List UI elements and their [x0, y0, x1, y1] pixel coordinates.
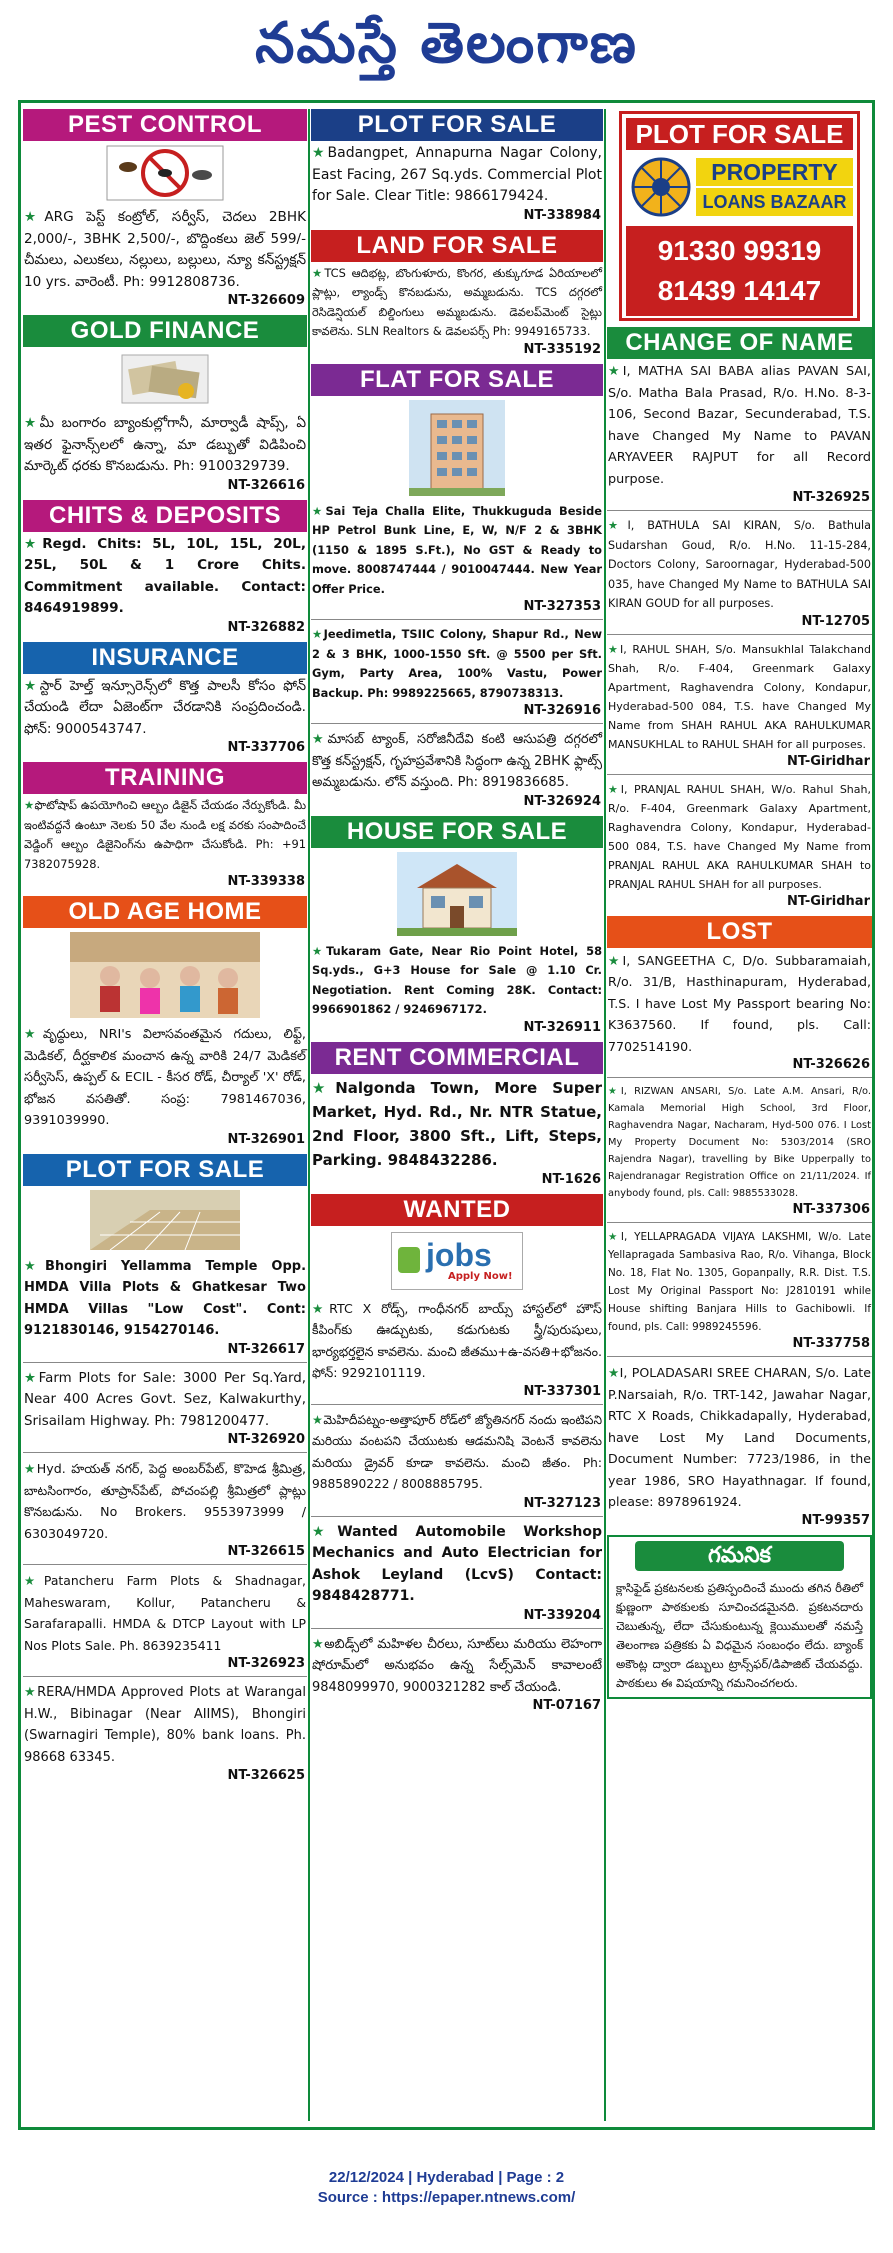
- flat-ad: ★Jeedimetla, TSIIC Colony, Shapur Rd., New 2 & 3 BHK, 1000-1550 Sft. @ 5500 per Sft. Gym, Party Area, 100% Vastu, Power Backup. Ph: 9989225665, 8790738313.: [312, 627, 602, 700]
- star-icon: ★: [312, 627, 324, 641]
- star-icon: ★: [24, 798, 35, 812]
- ad-code: NT-Giridhar: [787, 893, 870, 909]
- ad-code: NT-326916: [523, 703, 601, 718]
- plot-layout-illustration: [90, 1190, 240, 1250]
- pest-control-illustration: [106, 145, 224, 201]
- pest-control-ad: ★ARG పెస్ట్ కంట్రోల్, సర్వీస్, చెదలు 2BHK 2,000/-, 3BHK 2,500/-, బొద్దింకలు జెల్ 599/- చీమలు, ఎలుకలు, నల్లులు, బల్లులు, న్యూ కన్‌స్ట్రక్షన్ 10 yrs. వారెంటీ. Ph: 9912808736.: [24, 209, 307, 290]
- classifieds-page: [18, 100, 875, 2130]
- ad-separator: [607, 634, 872, 635]
- ad-code: NT-326920: [227, 1432, 305, 1447]
- lost-ad: ★I, YELLAPRAGADA VIJAYA LAKSHMI, W/o. Late Yellapragada Sambasiva Rao, R/o. Vihanga, Block No. 18, Flat No. 1305, Gopanpally, R.R. Dist. T.S. Lost My Original Passport No: J2810191 while House shifting Banjara Hills to Gachibowli. If found, pls. Call: 9989245596.: [608, 1231, 871, 1333]
- section-heading-change-of-name: CHANGE OF NAME: [607, 327, 872, 359]
- ad-code: NT-07167: [532, 1698, 601, 1713]
- star-icon: ★: [24, 415, 40, 431]
- star-icon: ★: [312, 1523, 338, 1540]
- section-heading-gold-finance: GOLD FINANCE: [23, 315, 307, 347]
- star-icon: ★: [608, 519, 628, 532]
- star-icon: ★: [608, 952, 623, 968]
- ad-code: NT-326615: [227, 1544, 305, 1559]
- star-icon: ★: [312, 265, 325, 280]
- star-icon: ★: [608, 1086, 621, 1097]
- old-age-home-ad: ★వృద్ధులు, NRI's విలాసవంతమైన గదులు, లిఫ్ట్, మెడికల్, దీర్ఘకాలిక మంచాన ఉన్న వారికి 24/7 మెడికల్ సర్వీసెస్, ఉప్పల్ & ECIL - కీసర రోడ్, చీర్యాల్ 'X' రోడ్, భోజన వసతితో. సంప్ర: 7981467036, 9391039990.: [24, 1027, 306, 1128]
- property-banner-ad: PLOT FOR SALE PROPERTY LOANS BAZAAR 91330 99319 81439 14147: [619, 111, 860, 321]
- ad-code: NT-338984: [523, 207, 601, 223]
- banner-phone: 91330 99319: [657, 235, 822, 266]
- plot-ad: ★Badangpet, Annapurna Nagar Colony, East Facing, 267 Sq.yds. Commercial Plot for Sale. Clear Title: 9866179424.: [312, 145, 602, 204]
- ad-code: NT-337301: [523, 1383, 601, 1399]
- section-heading-house-for-sale: HOUSE FOR SALE: [311, 816, 603, 848]
- wanted-ad: ★అబిడ్స్‌లో మహిళల చీరలు, సూట్‌లు మరియు లెహంగా షోరూమ్‌లో అనుభవం ఉన్న సేల్స్‌మెన్ కావాలంటే 9848099970, 9000321282 కాల్ చేయండి.: [312, 1636, 603, 1695]
- section-heading-land-for-sale: LAND FOR SALE: [311, 230, 603, 262]
- ad-separator: [311, 1516, 603, 1517]
- ad-separator: [607, 1356, 872, 1357]
- column-divider: [308, 109, 310, 2121]
- ad-separator: [607, 510, 872, 511]
- page-footer: [0, 2168, 893, 2208]
- ad-code: NT-Giridhar: [787, 753, 870, 769]
- section-heading-chits-deposits: CHITS & DEPOSITS: [23, 500, 307, 532]
- section-heading-old-age-home: OLD AGE HOME: [23, 896, 307, 928]
- banner-phone: 81439 14147: [657, 275, 822, 306]
- plot-ad: ★Bhongiri Yellamma Temple Opp. HMDA Villa Plots & Ghatkesar Two HMDA Villas "Low Cost". Cont: 9121830146, 9154270146.: [24, 1258, 307, 1338]
- ad-code: NT-1626: [541, 1171, 601, 1187]
- section-heading-plot-for-sale: PLOT FOR SALE: [23, 1154, 307, 1186]
- plot-ad: ★Hyd. హయత్ నగర్, పెద్ద అంబర్‌పేట్, కొహెడ శ్రీమిత్ర, బాటసింగారం, తూప్రాన్‌పేట్, పోచంపల్లి శ్రీమిత్రలో ప్లాట్లు కొనబడును. No Brokers. 9553973999 / 6303049720.: [24, 1461, 306, 1541]
- star-icon: ★: [312, 732, 328, 747]
- star-icon: ★: [312, 503, 326, 518]
- land-ad: ★TCS ఆదిభట్ల, బొంగుళూరు, కొంగర, తుక్కుగూడ ఏరియాలలో ప్లాట్లు, ల్యాండ్స్ కొనబడును, అమ్మబడును. TCS దగ్గరలో రెసిడెన్షియల్ బిల్డింగులు అమ్మబడును. డెవలప్‌మెంట్ సైట్లు కావలెను. SLN Realtors & డెవలపర్స్ Ph: 9949165733.: [312, 265, 602, 338]
- star-icon: ★: [24, 1258, 46, 1274]
- gold-money-illustration: [120, 351, 210, 407]
- section-heading-flat-for-sale: FLAT FOR SALE: [311, 364, 603, 396]
- ad-code: NT-335192: [523, 341, 601, 357]
- lost-ad: ★I, RIZWAN ANSARI, S/o. Late A.M. Ansari, R/o. Kamala Memorial High School, 3rd Floor, Raghavendra Nagar, Nacharam, Hyd-500 076. I Lost My Property Document No: 5303/2014 (SRO Rajendra Nagar), travelling by Bike Upperpally to Rajendranagar Registration Office on 21/11/2024. If anybody found, pls. Call: 9885533028.: [608, 1086, 871, 1199]
- star-icon: ★: [24, 1461, 37, 1476]
- plot-ad: ★RERA/HMDA Approved Plots at Warangal H.W., Bibinagar (Near AIIMS), Bhongiri (Swarnagiri Temple), 80% bank loans. Ph. 98668 63345.: [24, 1685, 306, 1765]
- folder-icon: [398, 1247, 420, 1273]
- column-1: [23, 109, 307, 1784]
- star-icon: ★: [24, 209, 45, 225]
- ad-code: NT-326609: [227, 293, 305, 308]
- newspaper-logo: నమస్తే తెలంగాణ: [255, 10, 638, 76]
- chakra-emblem-icon: [630, 156, 692, 218]
- ad-code: NT-327353: [523, 599, 601, 614]
- jobs-logo: jobs Apply Now!: [391, 1232, 523, 1290]
- chits-deposits-ad: ★Regd. Chits: 5L, 10L, 15L, 20L, 25L, 50L & 1 Crore Chits. Commitment available. Contact: 8464919899.: [24, 535, 306, 616]
- section-heading-plot-for-sale: PLOT FOR SALE: [311, 109, 603, 141]
- section-heading-lost: LOST: [607, 916, 872, 948]
- star-icon: ★: [312, 1300, 330, 1316]
- ad-code: NT-12705: [801, 613, 870, 629]
- star-icon: ★: [608, 1231, 621, 1243]
- flat-ad: ★Sai Teja Challa Elite, Thukkuguda Beside HP Petrol Bunk Line, E, W, N/F 2 & 3BHK (1150 & 1895 S.Ft.), No GST & Ready to move. 8008747444 / 9010047444. New Year Offer Price.: [312, 503, 602, 596]
- ad-code: NT-326616: [227, 477, 305, 493]
- house-illustration: [397, 852, 517, 936]
- flat-ad: ★మాసబ్ ట్యాంక్, సరోజినీదేవి కంటి ఆసుపత్రి దగ్గరలో కొత్త కన్‌స్ట్రక్షన్, గృహప్రవేశానికి సిద్ధంగా ఉన్న 2BHK ఫ్లాట్స్ అమ్మబడును. లోన్ వస్తుంది. Ph: 8919836685.: [312, 732, 603, 790]
- star-icon: ★: [24, 535, 43, 552]
- ad-separator: [23, 1564, 307, 1565]
- lost-ad: ★I, SANGEETHA C, D/o. Subbaramaiah, R/o. 31/B, Hasthinapuram, Hyderabad, T.S. I have Lost My Passport bearing No: K3637560. If found, pls. Call: 7702514190.: [608, 952, 871, 1054]
- ad-code: NT-326617: [227, 1341, 305, 1357]
- star-icon: ★: [24, 677, 40, 694]
- ad-separator: [23, 1362, 307, 1363]
- ad-code: NT-326901: [227, 1131, 305, 1147]
- section-heading-rent-commercial: RENT COMMERCIAL: [311, 1042, 603, 1074]
- old-age-home-photo: [70, 932, 260, 1018]
- house-ad: ★Tukaram Gate, Near Rio Point Hotel, 58 Sq.yds., G+3 House for Sale @ 1.10 Cr. Negotiation. Rent Coming 28K. Contact: 9966901862 / 9246967172.: [312, 943, 602, 1016]
- change-of-name-ad: ★I, PRANJAL RAHUL SHAH, W/o. Rahul Shah, R/o. F-404, Greenmark Galaxy Apartment, Raghavendra Colony, Kondapur, Hyderabad-500 084, T.S. have Changed My Name from PRANJAL RAHUL AKA RAHULKUMAR SHAH to PRANJAL RAHUL SHAH for all purposes.: [608, 782, 871, 891]
- masthead: [0, 0, 893, 92]
- plot-ad: ★Patancheru Farm Plots & Shadnagar, Maheswaram, Kollur, Patancheru & Sarafarapalli. HMDA & DTCP Layout with LP Nos Plots Sale. Ph. 8639235411: [24, 1573, 306, 1653]
- star-icon: ★: [608, 1365, 620, 1380]
- wanted-ad: ★RTC X రోడ్స్, గాంధీనగర్ బాయ్స్ హాస్టల్‌లో హౌస్ కీపింగ్‌కు ఊడ్చుటకు, కడుగుటకు స్త్రీ/పురుషులు, భార్యభర్తలైన కావలెను. మంచి జీతము+ఉ-వసతి+భోజనం. ఫోన్: 9292101119.: [312, 1300, 602, 1380]
- ad-separator: [607, 774, 872, 775]
- reader-notice: [607, 1535, 872, 1699]
- notice-heading: గమనిక: [635, 1541, 844, 1571]
- section-heading-wanted: WANTED: [311, 1194, 603, 1226]
- wanted-ad: ★మెహిదీపట్నం-అత్తాపూర్ రోడ్‌లో జ్యోతినగర్ నందు ఇంటిపని మరియు వంటపని చేయుటకు ఆడమనిషి వెంటనే కావలెను మరియు డ్రైవర్ కూడా కావలెను. మంచి జీతం. Ph: 9885890222 / 8008885795.: [312, 1412, 602, 1491]
- star-icon: ★: [312, 943, 327, 958]
- star-icon: ★: [608, 782, 621, 796]
- column-divider: [604, 109, 606, 2121]
- insurance-ad: ★స్టార్ హెల్త్ ఇన్సూరెన్స్‌లో కొత్త పాలసీ కోసం ఫోన్ చేయండి లేదా ఏజెంట్‌గా చేరడానికి సంప్రదించండి. ఫోన్: 9000543747.: [24, 677, 307, 737]
- ad-code: NT-326923: [227, 1656, 305, 1671]
- footer-date-line: 22/12/2024 | Hyderabad | Page : 2: [328, 2169, 565, 2186]
- ad-code: NT-326625: [227, 1768, 305, 1783]
- apartment-building-illustration: [409, 400, 505, 496]
- ad-separator: [311, 723, 603, 724]
- star-icon: ★: [24, 1573, 44, 1588]
- ad-code: NT-337758: [792, 1336, 870, 1351]
- ad-code: NT-337306: [792, 1202, 870, 1217]
- ad-code: NT-326911: [523, 1019, 601, 1035]
- ad-code: NT-339338: [227, 874, 305, 889]
- column-2: [311, 109, 603, 1714]
- star-icon: ★: [312, 1412, 324, 1427]
- ad-separator: [23, 1452, 307, 1453]
- lost-ad: ★I, POLADASARI SREE CHARAN, S/o. Late P.Narsaiah, R/o. TRT-142, Jawahar Nagar, RTC X Roads, Chikkadapally, Hyderabad, have Lost My Land Documents, Document Number: 7723/1986, in the year 1986, SRO Hayathnagar. If found, please: 8978961924.: [608, 1365, 871, 1509]
- ad-separator: [607, 1222, 872, 1223]
- ad-code: NT-339204: [523, 1607, 601, 1623]
- star-icon: ★: [608, 364, 623, 379]
- ad-code: NT-337706: [227, 740, 305, 755]
- ad-separator: [607, 1077, 872, 1078]
- ad-code: NT-326924: [523, 793, 601, 809]
- star-icon: ★: [608, 642, 620, 656]
- ad-code: NT-326626: [792, 1057, 870, 1072]
- footer-source-line: Source : https://epaper.ntnews.com/: [317, 2189, 576, 2206]
- column-3: [607, 109, 872, 1699]
- change-of-name-ad: ★I, MATHA SAI BABA alias PAVAN SAI, S/o. Matha Bala Prasad, R/o. H.No. 8-3-106, Second Bazar, Secunderabad, T.S. have Changed My Name to PAVAN ARYAVEER RAJPUT for all Record purpose.: [608, 364, 871, 487]
- star-icon: ★: [312, 145, 328, 161]
- rent-ad: ★Nalgonda Town, More Super Market, Hyd. Rd., Nr. NTR Statue, 2nd Floor, 3800 Sft., Lift, Steps, Parking. 9848432286.: [312, 1078, 603, 1169]
- notice-text: క్లాసిఫైడ్ ప్రకటనలకు ప్రతిస్పందించే ముందు తగిన రీతిలో క్షుణ్ణంగా పాఠకులకు సూచించడమైనది. ప్రకటనదారు చెబుతున్న, లేదా చేసుకుంటున్న క్లెయిములతో నమస్తే తెలంగాణ పత్రికకు ఏ విధమైన సంబంధం లేదు. బ్యాంక్ అకౌంట్ల ద్వారా డబ్బులు ట్రాన్స్‌ఫర్/డిపాజిట్ చేయవద్దు. పాఠకులు ఈ విషయాన్ని గమనించగలరు.: [616, 1580, 864, 1690]
- ad-code: NT-326925: [792, 490, 870, 505]
- ad-separator: [311, 1628, 603, 1629]
- star-icon: ★: [24, 1685, 38, 1700]
- plot-ad: ★Farm Plots for Sale: 3000 Per Sq.Yard, Near 400 Acres Govt. Sez, Kalwakurthy, Srisailam Highway. Ph: 7981200477.: [24, 1370, 306, 1429]
- section-heading-insurance: INSURANCE: [23, 642, 307, 674]
- ad-code: NT-327123: [523, 1495, 601, 1511]
- ad-separator: [311, 619, 603, 620]
- change-of-name-ad: ★I, BATHULA SAI KIRAN, S/o. Bathula Sudarshan Goud, R/o. H.No. 11-15-284, Doctors Colony, Saroornagar, Hyderabad-500 035, have Changed My Name to BATHULA SAI KIRAN GOUD for all purposes.: [608, 519, 872, 610]
- section-heading-pest-control: PEST CONTROL: [23, 109, 307, 141]
- gold-finance-ad: ★మీ బంగారం బ్యాంకుల్లోగానీ, మార్వాడీ షాప్స్, ఏ ఇతర ఫైనాన్స్‌లలో ఉన్నా, మా డబ్బుతో విడిపించి మార్కెట్ ధరకు కొనబడును. Ph: 9100329739.: [24, 415, 307, 474]
- star-icon: ★: [24, 1370, 39, 1386]
- star-icon: ★: [312, 1078, 336, 1097]
- training-ad: ★ఫొటోషాప్ ఉపయోగించి ఆల్బం డిజైన్ చేయడం నేర్పుకోండి. మీ ఇంటివద్దనే ఉంటూ నెలకు 50 వేల నుండి లక్ష వరకు సంపాదించే వెడ్డింగ్ ఆల్బం డిజైనింగ్‌ను ఉపాధిగా చేసుకోండి. Ph: +91 7382075928.: [24, 798, 306, 871]
- ad-separator: [23, 1676, 307, 1677]
- section-heading-training: TRAINING: [23, 762, 307, 794]
- ad-code: NT-99357: [801, 1512, 870, 1528]
- ad-separator: [311, 1404, 603, 1405]
- ad-code: NT-326882: [227, 619, 305, 635]
- change-of-name-ad: ★I, RAHUL SHAH, S/o. Mansukhlal Talakchand Shah, R/o. F-404, Greenmark Galaxy Apartment, Raghavendra Colony, Kondapur, Hyderabad-500 084, T.S. have Changed My Name from SHAH RAHUL AKA RAHULKUMAR MANSUKHLAL to RAHUL SHAH for all purposes.: [608, 642, 871, 751]
- wanted-ad: ★Wanted Automobile Workshop Mechanics and Auto Electrician for Ashok Leyland (LcvS) Contact: 9848428771.: [312, 1523, 602, 1604]
- star-icon: ★: [312, 1636, 325, 1652]
- star-icon: ★: [24, 1027, 43, 1042]
